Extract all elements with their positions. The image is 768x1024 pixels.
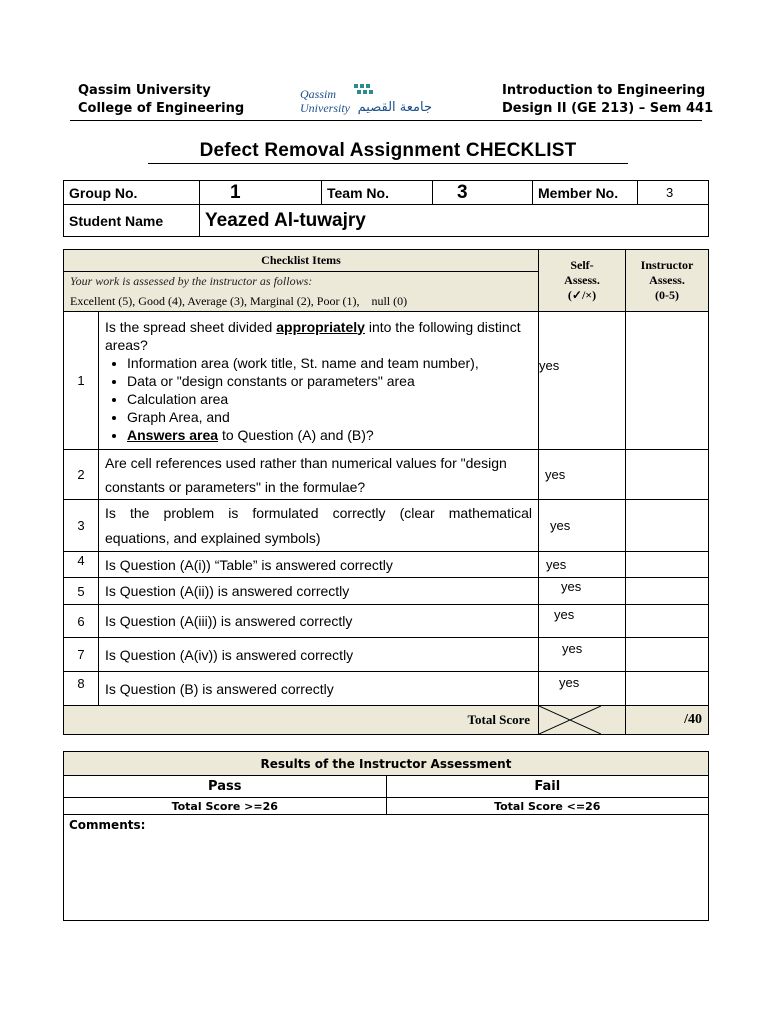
item-text: Is the spread sheet divided appropriately into the following distinct areas? • Information area (work title, St. name and team number), • Data or "design constants or parameters" area • Calculation area • Graph Area, and • Answers area to Question (A) and (B)? <box>99 312 539 450</box>
instructor-assess-header-l1: Instructor <box>640 258 694 272</box>
item-text: Are cell references used rather than numerical values for "design constants or parameters" in the formulae? <box>99 450 539 500</box>
results-title: Results of the Instructor Assessment <box>64 752 709 776</box>
college-name: College of Engineering <box>78 101 245 116</box>
table-row <box>64 605 709 638</box>
self-assess-header-l1: Self- <box>570 258 594 272</box>
list-item: • Graph Area, and <box>127 408 532 426</box>
instructor-assess-value[interactable] <box>626 312 709 450</box>
checklist-table <box>63 249 709 735</box>
total-score-label: Total Score <box>64 706 539 735</box>
pass-rule: Total Score >=26 <box>64 798 387 815</box>
item-text: Is Question (B) is answered correctly <box>99 672 539 706</box>
self-assess-value[interactable]: yes <box>539 552 626 578</box>
table-row <box>64 450 709 500</box>
pass-label: Pass <box>64 776 387 798</box>
grading-scale: Excellent (5), Good (4), Average (3), Marginal (2), Poor (1), null (0) <box>64 292 539 312</box>
table-row <box>64 312 709 450</box>
table-row <box>64 672 709 706</box>
self-assess-value[interactable]: yes <box>539 605 626 638</box>
item-number: 4 <box>64 552 99 578</box>
fail-label: Fail <box>386 776 709 798</box>
list-item: • Answers area to Question (A) and (B)? <box>127 426 532 444</box>
item-number: 6 <box>64 605 99 638</box>
team-value: 3 <box>433 181 533 205</box>
instructor-assess-header-l3: (0-5) <box>655 288 679 302</box>
university-name: Qassim University <box>78 83 211 98</box>
student-name-value: Yeazed Al-tuwajry <box>200 205 709 237</box>
cross-out-icon <box>539 706 601 734</box>
item-text: Is Question (A(iv)) is answered correctly <box>99 638 539 672</box>
total-self-crossed <box>539 706 626 735</box>
spreadsheet-areas-list <box>105 354 532 444</box>
assessment-note: Your work is assessed by the instructor as follows: <box>64 272 539 292</box>
list-item: • Calculation area <box>127 390 532 408</box>
self-assess-value[interactable]: yes <box>539 638 626 672</box>
self-assess-value[interactable]: yes <box>539 672 626 706</box>
course-code: Design II (GE 213) – Sem 441 <box>502 101 714 116</box>
checklist-items-header: Checklist Items <box>64 250 539 272</box>
info-table <box>63 180 709 237</box>
item-number: 3 <box>64 500 99 552</box>
item-text: Is the problem is formulated correctly (clear mathematical equations, and explained symbols) <box>99 500 539 552</box>
group-label: Group No. <box>64 181 200 205</box>
total-score-value[interactable]: /40 <box>626 706 709 735</box>
instructor-assess-value[interactable] <box>626 500 709 552</box>
self-assess-header <box>539 250 626 312</box>
total-row <box>64 706 709 735</box>
instructor-assess-value[interactable] <box>626 552 709 578</box>
self-assess-value[interactable]: yes <box>539 578 626 605</box>
item-text: Is Question (A(iii)) is answered correctly <box>99 605 539 638</box>
list-item: • Data or "design constants or parameters" area <box>127 372 532 390</box>
instructor-assess-header <box>626 250 709 312</box>
self-assess-header-l2: Assess. <box>564 273 600 287</box>
instructor-assess-value[interactable] <box>626 638 709 672</box>
item-number: 8 <box>64 672 99 706</box>
member-label: Member No. <box>533 181 638 205</box>
header-divider <box>70 120 702 121</box>
group-value: 1 <box>200 181 322 205</box>
table-row <box>64 578 709 605</box>
results-table <box>63 751 709 921</box>
table-row <box>64 500 709 552</box>
item-number: 1 <box>64 312 99 450</box>
self-assess-header-l3: (✓/×) <box>567 288 597 302</box>
table-row <box>64 638 709 672</box>
self-assess-value[interactable]: yes <box>539 450 626 500</box>
course-name: Introduction to Engineering <box>502 83 706 98</box>
instructor-assess-value[interactable] <box>626 450 709 500</box>
instructor-assess-value[interactable] <box>626 605 709 638</box>
item-number: 5 <box>64 578 99 605</box>
self-assess-value[interactable]: yes <box>539 500 626 552</box>
instructor-assess-header-l2: Assess. <box>649 273 685 287</box>
item-number: 7 <box>64 638 99 672</box>
qassim-university-logo <box>296 80 436 120</box>
university-block <box>78 82 244 118</box>
table-row <box>64 552 709 578</box>
team-label: Team No. <box>322 181 433 205</box>
logo-text-en-1: Qassim <box>300 87 337 101</box>
logo-emblem <box>354 84 373 94</box>
self-assess-value[interactable]: yes <box>539 312 626 450</box>
list-item: • Information area (work title, St. name and team number), <box>127 354 532 372</box>
logo-text-en-2: University <box>300 101 350 115</box>
instructor-assess-value[interactable] <box>626 672 709 706</box>
document-title: Defect Removal Assignment CHECKLIST <box>148 140 628 164</box>
member-value: 3 <box>638 181 709 205</box>
logo-text-ar: جامعة القصيم <box>357 100 432 115</box>
fail-rule: Total Score <=26 <box>386 798 709 815</box>
item-text: Is Question (A(ii)) is answered correctly <box>99 578 539 605</box>
item-number: 2 <box>64 450 99 500</box>
instructor-assess-value[interactable] <box>626 578 709 605</box>
comments-area[interactable] <box>64 815 709 921</box>
item-text: Is Question (A(i)) “Table” is answered correctly <box>99 552 539 578</box>
comments-label: Comments: <box>69 818 146 832</box>
student-name-label: Student Name <box>64 205 200 237</box>
course-block <box>502 82 713 118</box>
